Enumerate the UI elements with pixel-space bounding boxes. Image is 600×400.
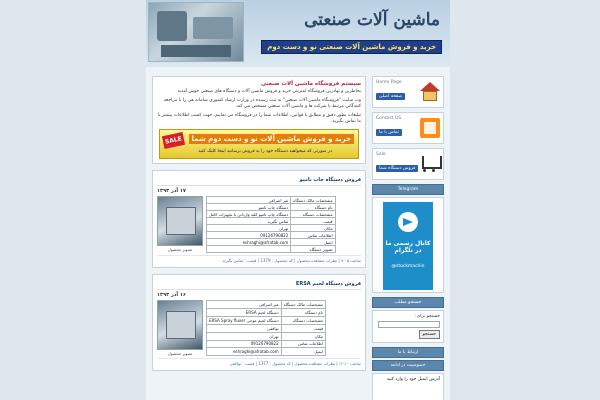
search-input[interactable]	[378, 321, 440, 328]
table-row: مکان تهران	[207, 332, 326, 340]
post-footer[interactable]: ساعت ۹:۰۵ | نظرات مشاهده محصول | کد محصول : 1379 | قیمت : تماس بگیرید	[157, 255, 361, 263]
sidebar-item-home[interactable]	[372, 76, 444, 108]
table-row: نام دستگاه دستگاه لحیم ERSA	[207, 309, 326, 317]
table-row: نام دستگاه دستگاه چاپ تامپو	[207, 204, 336, 211]
search-box	[372, 310, 444, 343]
spec-table	[206, 300, 326, 356]
table-row: مکان تهران	[207, 225, 336, 232]
cart-icon	[420, 154, 440, 174]
search-heading: جستجو مطلب	[372, 297, 444, 308]
post-date: ۱۷ آذر ۱۳۹۳	[157, 188, 186, 195]
page	[146, 0, 450, 400]
sale-ad-banner[interactable]	[159, 129, 359, 159]
sidebar	[372, 76, 444, 400]
contact-button[interactable]: تماس با ما	[376, 129, 402, 136]
sidebar-item-contact[interactable]	[372, 112, 444, 144]
home-button[interactable]: صفحه اصلی	[376, 93, 405, 100]
site-title[interactable]: ماشین آلات صنعتی	[304, 10, 440, 30]
message-heading: خصوصیت در ادامه	[372, 360, 444, 371]
sale-label: Sale	[376, 152, 386, 157]
post-date: ۱۶ آذر ۱۳۹۳	[157, 292, 186, 299]
spec-table	[206, 196, 336, 253]
home-icon	[420, 82, 440, 102]
contact-label: Contact US	[376, 116, 402, 121]
table-row: مشخصات دستگاه دستگاه چاپ تامپو کلید وارداتی با تجهیزات کامل	[207, 211, 336, 218]
sale-tag-icon: SALE	[162, 132, 185, 149]
telegram-banner[interactable]	[372, 197, 444, 293]
contact-heading: ارتباط با ما	[372, 347, 444, 358]
product-caption: تصویر محصول	[167, 247, 193, 253]
main-content	[152, 76, 366, 400]
telegram-handle: @stockmachin	[391, 264, 425, 269]
table-row: اطلاعات تماس 09126790822	[207, 340, 326, 348]
table-row: مشخصات مالک دستگاه غیر اشرافی	[207, 301, 326, 309]
ad-headline: خرید و فروش ماشین آلات نو و دست دوم شما	[189, 134, 355, 144]
table-row: قیمت توافقی	[207, 324, 326, 332]
table-row: قیمت تماس بگیرید	[207, 218, 336, 225]
sidebar-item-sale[interactable]	[372, 148, 444, 180]
intro-line-2: وب سايت "فروشگاه ماشين آلات صنعتي" به ثبت رسيده در وزارت ارشاد کشوري سامانه هي را با مراجعه کنندگاني مرتبط با شرکت ها و ماشين آلات صنعتي مشخص مي کند.	[163, 98, 361, 110]
table-row: اطلاعات تماس 09126790822	[207, 232, 336, 239]
post-footer[interactable]: ساعت ۱۲:۱۰ | نظرات مشاهده محصول | کد محصول : 1377 | قیمت : توافقی	[157, 358, 361, 366]
post-title[interactable]: فروش دستگاه چاپ تامپو	[157, 175, 361, 186]
sale-button[interactable]: فروش دستگاه شما	[376, 165, 418, 172]
intro-line-1: بخاطرين و تهادرين فروشگاه اينترنتي خريد و فروش ماشين آلات و دستگاه هاي صنعتي خوش آمديد	[177, 89, 361, 94]
intro-title: سیستم فروشگاه ماشین آلات صنعتی	[261, 81, 361, 87]
home-label: Home Page	[376, 80, 402, 85]
site-header	[146, 0, 450, 67]
telegram-icon	[398, 212, 418, 232]
table-row: تصویر دستگاه	[207, 246, 336, 253]
phone-icon	[420, 118, 440, 138]
table-row: مشخصات مالک دستگاه غیر اشرافی	[207, 197, 336, 204]
table-row: ایمیل eshraghi@afratab.com	[207, 348, 326, 356]
message-text: آدرس ایمیل خود را وارد کنید	[372, 373, 444, 400]
search-button[interactable]: جستجو	[419, 330, 440, 339]
telegram-heading: Telegram	[372, 184, 444, 195]
product-caption: تصویر محصول	[167, 351, 193, 357]
telegram-title: کانال رسمی ما در تلگرام	[385, 240, 431, 254]
search-label: جستجو برای:	[415, 314, 440, 319]
post-1	[152, 170, 366, 268]
intro-line-3: تبليغات بطور دقيق و مطابق با قوانين، اطلاعات شما را در فروشگاه مي نماييم. جهت کسب اطلاعات بيشتر با ما تماس بگيريد.	[157, 113, 361, 125]
product-image[interactable]	[157, 196, 203, 253]
site-subtitle: خرید و فروش ماشین آلات صنعتی نو و دست دوم	[261, 40, 442, 54]
intro-box	[152, 76, 366, 164]
post-2	[152, 274, 366, 371]
table-row: مشخصات دستگاه دستگاه لحیم موجی ERSA Spray fluxer	[207, 317, 326, 325]
table-row: ایمیل eshraghi@afratab.com	[207, 239, 336, 246]
post-title[interactable]: فروش دستگاه لحیم ERSA	[157, 279, 361, 290]
product-image[interactable]	[157, 300, 203, 356]
ad-subline: در صورتی که میخواهید دستگاه خود را به فروش برسانید اینجا کلیک کنید	[198, 149, 332, 155]
header-machine-photo	[148, 2, 244, 62]
